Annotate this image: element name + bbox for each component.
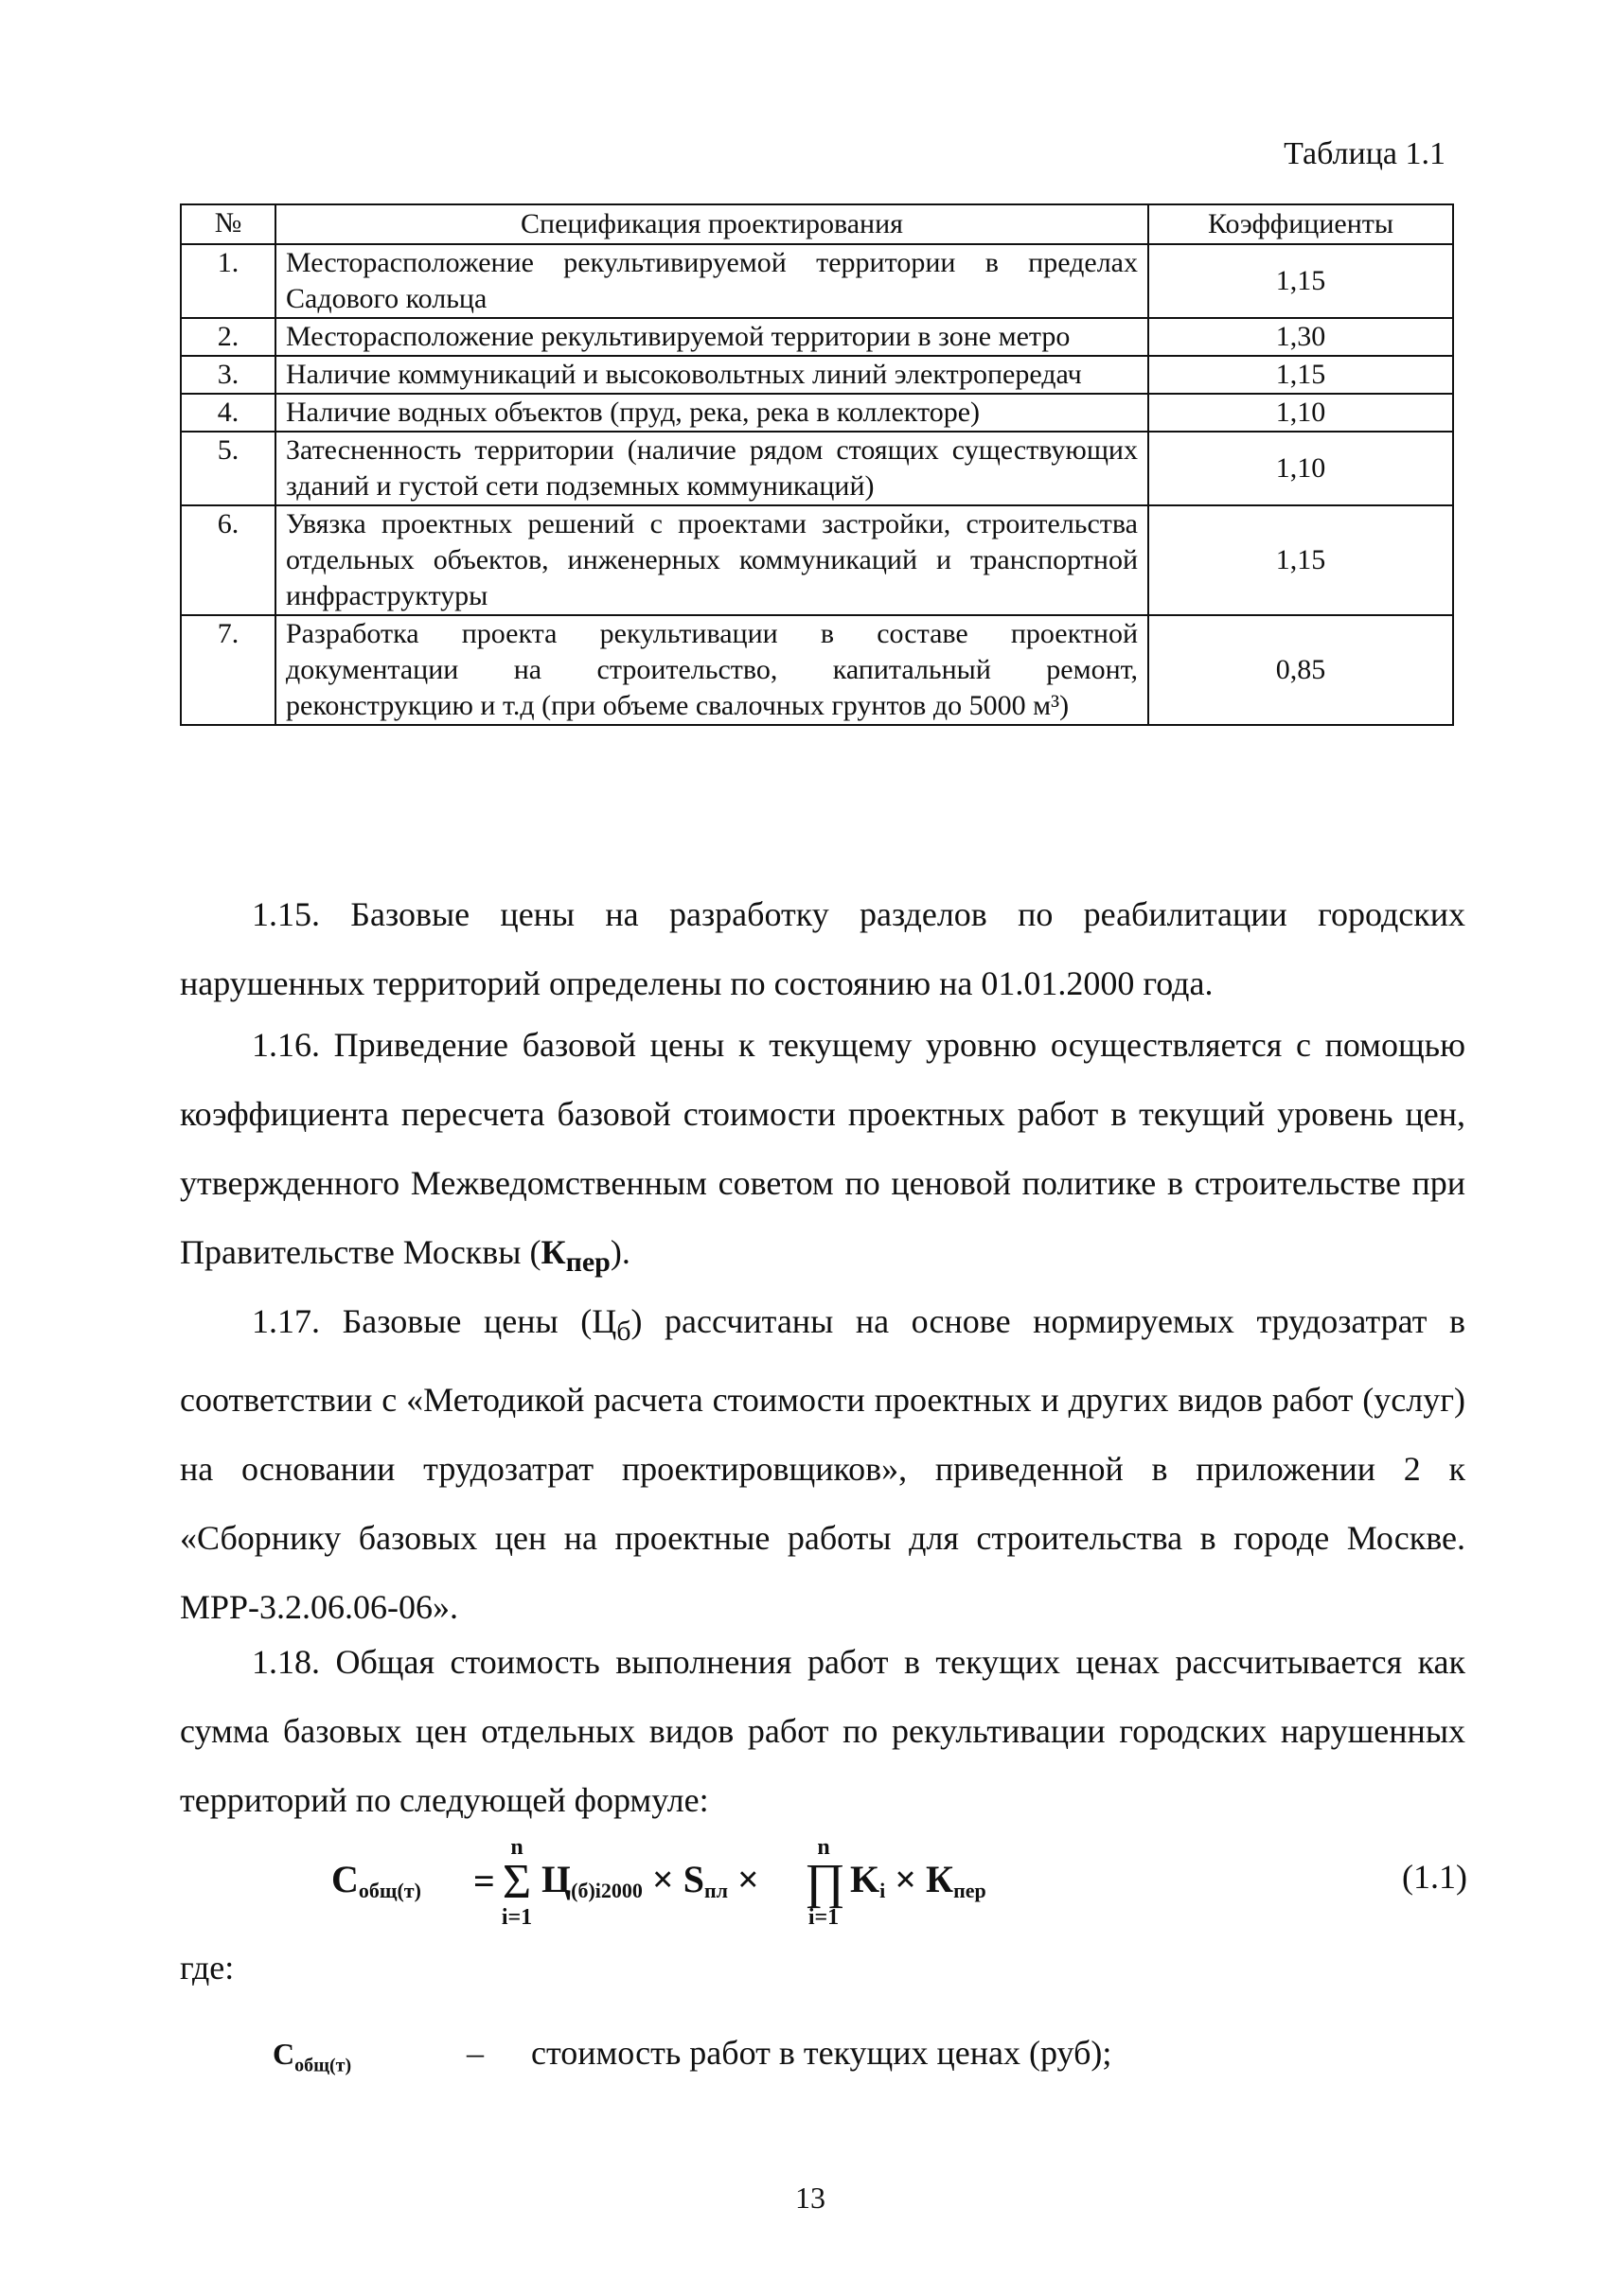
row-number: 5. bbox=[181, 432, 275, 505]
header-specification: Спецификация проектирования bbox=[275, 204, 1148, 244]
paragraph-text bbox=[180, 1011, 1465, 1297]
price-subscript: б bbox=[616, 1316, 631, 1348]
row-number: 4. bbox=[181, 394, 275, 432]
formula-price-subscript: (б)i2000 bbox=[571, 1879, 643, 1902]
row-coefficient: 0,85 bbox=[1148, 615, 1453, 725]
row-specification: Увязка проектных решений с проектами застройки, строительства отдельных объектов, инженерных коммуникаций и транспортной инфраструктуры bbox=[275, 505, 1148, 615]
coefficient-symbol bbox=[541, 1233, 611, 1279]
table-header-row bbox=[181, 204, 1453, 244]
header-coefficients: Коэффициенты bbox=[1148, 204, 1453, 244]
formula-k: K bbox=[850, 1858, 880, 1900]
table-row bbox=[181, 394, 1453, 432]
definition-dash: – bbox=[467, 2034, 484, 2072]
row-specification: Наличие коммуникаций и высоковольтных линий электропередач bbox=[275, 356, 1148, 394]
formula-times: × bbox=[885, 1858, 927, 1900]
paragraph-text-part: ). bbox=[610, 1233, 630, 1271]
formula-price-area bbox=[541, 1857, 759, 1903]
definition-symbol-subscript: общ(т) bbox=[294, 2055, 352, 2076]
sum-sign: Σ bbox=[502, 1855, 532, 1909]
sum-lower-limit: i=1 bbox=[501, 1905, 533, 1930]
formula-number: (1.1) bbox=[1402, 1858, 1467, 1896]
product-operator bbox=[805, 1835, 845, 1930]
row-coefficient: 1,15 bbox=[1148, 356, 1453, 394]
row-specification: Месторасположение рекультивируемой территории в зоне метро bbox=[275, 318, 1148, 356]
row-specification: Затесненность территории (наличие рядом стоящих существующих зданий и густой сети подземных коммуникаций) bbox=[275, 432, 1148, 505]
definition-row bbox=[273, 2033, 1314, 2076]
formula-price: Ц bbox=[541, 1858, 572, 1900]
sum-operator bbox=[498, 1836, 536, 1929]
product-upper-limit: n bbox=[817, 1835, 830, 1860]
row-number: 6. bbox=[181, 505, 275, 615]
formula-kper: К bbox=[926, 1858, 954, 1900]
table-row bbox=[181, 432, 1453, 505]
table-caption: Таблица 1.1 bbox=[1284, 136, 1446, 171]
paragraph-1-18 bbox=[180, 1628, 1465, 1835]
formula-times: × bbox=[727, 1858, 759, 1900]
coefficient-subscript: пер bbox=[565, 1246, 611, 1279]
header-number: № bbox=[181, 204, 275, 244]
formula-area: S bbox=[683, 1858, 704, 1900]
formula-lhs-letter: С bbox=[331, 1858, 359, 1900]
row-specification: Месторасположение рекультивируемой территории в пределах Садового кольца bbox=[275, 244, 1148, 318]
row-number: 2. bbox=[181, 318, 275, 356]
row-number: 7. bbox=[181, 615, 275, 725]
definition-symbol-letter: С bbox=[273, 2037, 295, 2071]
coefficient-letter: К bbox=[541, 1233, 566, 1271]
sum-upper-limit: n bbox=[510, 1835, 523, 1860]
row-coefficient: 1,10 bbox=[1148, 432, 1453, 505]
formula-kper-subscript: пер bbox=[953, 1879, 986, 1902]
formula-times: × bbox=[642, 1858, 683, 1900]
table-row bbox=[181, 318, 1453, 356]
table-row bbox=[181, 615, 1453, 725]
product-lower-limit: i=1 bbox=[807, 1905, 840, 1930]
row-coefficient: 1,15 bbox=[1148, 244, 1453, 318]
definition-symbol bbox=[273, 2037, 352, 2076]
paragraph-text-part: ) рассчитаны на основе нормируемых трудозатрат в соответствии с «Методикой расчета стоимости проектных и других видов работ (услуг) на основании трудозатрат проектировщиков», приведенной в приложении 2 к «Сборнику базовых цен на проектные работы для строительства в городе Москве. МРР-3.2.06.06-06». bbox=[180, 1302, 1465, 1627]
row-number: 1. bbox=[181, 244, 275, 318]
paragraph-text-part: 1.16. Приведение базовой цены к текущему уровню осуществляется с помощью коэффициента пересчета базовой стоимости проектных работ в текущий уровень цен, утвержденного Межведомственным советом по ценовой политике в строительстве при Правительстве Москвы ( bbox=[180, 1026, 1465, 1271]
row-number: 3. bbox=[181, 356, 275, 394]
paragraph-text-part: 1.17. Базовые цены (Ц bbox=[252, 1302, 617, 1340]
formula-area-subscript: пл bbox=[703, 1879, 728, 1902]
table-row bbox=[181, 244, 1453, 318]
cost-formula bbox=[331, 1836, 1467, 1940]
formula-coefficients bbox=[850, 1857, 986, 1903]
formula-k-subscript: i bbox=[879, 1879, 886, 1902]
table-row bbox=[181, 356, 1453, 394]
paragraph-1-17 bbox=[180, 1287, 1465, 1642]
row-coefficient: 1,30 bbox=[1148, 318, 1453, 356]
formula-lhs bbox=[331, 1857, 421, 1903]
paragraph-1-15 bbox=[180, 880, 1465, 1018]
formula-equals: = bbox=[473, 1860, 495, 1902]
specification-table bbox=[180, 203, 1454, 726]
paragraph-text: 1.18. Общая стоимость выполнения работ в текущих ценах рассчитывается как сумма базовых цен отдельных видов работ по рекультивации городских нарушенных территорий по следующей формуле: bbox=[180, 1643, 1465, 1819]
page-number: 13 bbox=[795, 2181, 825, 2215]
formula-lhs-subscript: общ(т) bbox=[358, 1879, 421, 1902]
paragraph-1-16 bbox=[180, 1011, 1465, 1297]
definition-text: стоимость работ в текущих ценах (руб); bbox=[531, 2034, 1112, 2072]
paragraph-text: 1.15. Базовые цены на разработку разделов по реабилитации городских нарушенных территорий определены по состоянию на 01.01.2000 года. bbox=[180, 895, 1465, 1002]
row-coefficient: 1,10 bbox=[1148, 394, 1453, 432]
row-specification: Разработка проекта рекультивации в составе проектной документации на строительство, капитальный ремонт, реконструкцию и т.д (при объеме свалочных грунтов до 5000 м³) bbox=[275, 615, 1148, 725]
row-coefficient: 1,15 bbox=[1148, 505, 1453, 615]
table-row bbox=[181, 505, 1453, 615]
paragraph-text bbox=[180, 1287, 1465, 1642]
where-label: где: bbox=[180, 1949, 235, 1987]
row-specification: Наличие водных объектов (пруд, река, река в коллекторе) bbox=[275, 394, 1148, 432]
product-sign: ∏ bbox=[805, 1855, 845, 1909]
